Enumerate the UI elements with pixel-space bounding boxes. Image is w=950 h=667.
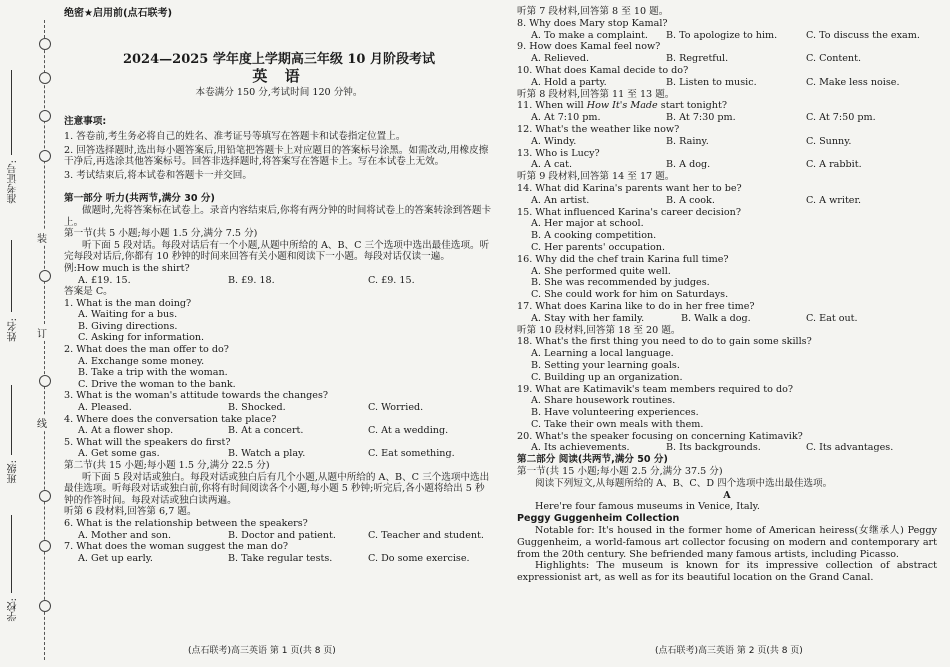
- question-11: [517, 100, 937, 124]
- notable-label: Notable for:: [535, 525, 595, 537]
- question-text: 6. What is the relationship between the speakers?: [64, 517, 308, 529]
- option: A. She performed quite well.: [531, 265, 671, 277]
- part2-section1-heading: 第一节(共 15 小题;每小题 2.5 分,满分 37.5 分): [517, 466, 723, 478]
- highlights-label: Highlights:: [535, 560, 590, 572]
- page-footer-right: (点石联考)高三英语 第 2 页(共 8 页): [655, 646, 803, 656]
- question-text: 20. What's the speaker focusing on concerning Katimavik?: [517, 430, 803, 442]
- question-9: [517, 41, 937, 65]
- option: A. Stay with her family.: [531, 312, 645, 324]
- binding-hole: [39, 490, 51, 502]
- binding-word: 订: [37, 325, 47, 340]
- option: A. Share housework routines.: [531, 395, 676, 407]
- option: A. At a flower shop.: [78, 425, 174, 437]
- passage-intro: Here're four famous museums in Venice, Italy.: [535, 501, 760, 513]
- option: C. Its advantages.: [806, 442, 894, 454]
- option: B. Setting your learning goals.: [531, 359, 680, 371]
- question-19: [517, 384, 937, 431]
- question-text-pre: 11. When will: [517, 100, 587, 112]
- class-line: [11, 385, 12, 455]
- page-footer-left: (点石联考)高三英语 第 1 页(共 8 页): [188, 646, 336, 656]
- binding-word: 装: [37, 230, 47, 245]
- notice-list: [64, 131, 494, 181]
- option: B. At 7:30 pm.: [666, 112, 736, 124]
- binding-word: 线: [37, 415, 47, 430]
- museum-title: Peggy Guggenheim Collection: [517, 513, 680, 525]
- question: [64, 344, 494, 390]
- notable-text: It's housed in the former home of American heiress(女继承人) Peggy Guggenheim, a world-famous art collector focusing on modern and contemporary art from the 20th century. She befriended many famous artists, including Picasso.: [517, 525, 938, 560]
- option: B. She was recommended by judges.: [531, 277, 710, 289]
- notice-item: 3. 考试结束后,将本试卷和答题卡一并交回。: [64, 169, 252, 181]
- options-row: [531, 313, 937, 325]
- option: C. Teacher and student.: [368, 529, 484, 541]
- passage-label: A: [723, 489, 731, 501]
- part2-heading: 第二部分 阅读(共两节,满分 50 分): [517, 454, 668, 466]
- option: B. A cooking competition.: [531, 230, 657, 242]
- question-text: 7. What does the woman suggest the man do?: [64, 541, 288, 553]
- options-row: [531, 159, 937, 171]
- name-label: 姓名:: [8, 318, 19, 342]
- binding-margin: [0, 0, 58, 667]
- notable-paragraph: [517, 525, 937, 560]
- material-9-note: 听第 9 段材料,回答第 14 至 17 题。: [517, 171, 675, 183]
- question-text: 1. What is the man doing?: [64, 297, 192, 309]
- question: [64, 390, 494, 413]
- question: [64, 518, 494, 541]
- option: C. Do some exercise.: [368, 552, 470, 564]
- name-line: [11, 240, 12, 312]
- option: C. Building up an organization.: [531, 371, 683, 383]
- options-row: [78, 402, 494, 414]
- option: C. Take their own meals with them.: [531, 418, 704, 430]
- question-17: [517, 301, 937, 325]
- question-20: [517, 431, 937, 455]
- question-text: 2. What does the man offer to do?: [64, 344, 229, 356]
- option: C. She could work for him on Saturdays.: [531, 289, 729, 301]
- left-column: [64, 8, 494, 564]
- option: C. At 7:50 pm.: [806, 112, 876, 124]
- option: A. Get some gas.: [78, 448, 160, 460]
- option: A. An artist.: [531, 194, 590, 206]
- option: B. Doctor and patient.: [228, 529, 336, 541]
- school-line: [11, 515, 12, 593]
- option: A. A cat.: [531, 159, 573, 171]
- question-text: [517, 100, 937, 112]
- option: B. To apologize to him.: [666, 29, 778, 41]
- question-text: 16. Why did the chef train Karina full time?: [517, 253, 729, 265]
- option: A. Exchange some money.: [78, 355, 205, 367]
- option: B. Walk a dog.: [681, 312, 751, 324]
- option: B. A cook.: [666, 194, 715, 206]
- option: B. Take regular tests.: [228, 552, 333, 564]
- option: B. £9. 18.: [228, 274, 275, 286]
- binding-hole: [39, 72, 51, 84]
- question-13: [517, 148, 937, 172]
- option: C. Make less noise.: [806, 76, 900, 88]
- question-text: 17. What does Karina like to do in her free time?: [517, 300, 755, 312]
- option: A. Its achievements.: [531, 442, 630, 454]
- material-7-note: 听第 7 段材料,回答第 8 至 10 题。: [517, 6, 669, 17]
- question-text: 12. What's the weather like now?: [517, 123, 680, 135]
- option: A. Learning a local language.: [531, 348, 674, 360]
- option: C. A rabbit.: [806, 159, 862, 171]
- question-12: [517, 124, 937, 148]
- question-16: [517, 254, 937, 301]
- option: C. At a wedding.: [368, 425, 449, 437]
- question-18: [517, 336, 937, 383]
- material-8-note: 听第 8 段材料,回答第 11 至 13 题。: [517, 88, 675, 100]
- notice-item: 1. 答卷前,考生务必将自己的姓名、准考证号等填写在答题卡和试卷指定位置上。: [64, 130, 406, 142]
- question-text: 5. What will the speakers do first?: [64, 436, 231, 448]
- part1-intro: 做题时,先将答案标在试卷上。录音内容结束后,你将有两分钟的时间将试卷上的答案转涂到答题卡上。: [64, 204, 492, 228]
- option: C. £9. 15.: [368, 274, 415, 286]
- option: A. Relieved.: [531, 53, 590, 65]
- section2-heading: 第二节(共 15 小题;每小题 1.5 分,满分 22.5 分): [64, 460, 270, 471]
- option: A. At 7:10 pm.: [531, 112, 601, 124]
- question: [64, 298, 494, 344]
- score-line: 本卷满分 150 分,考试时间 120 分钟。: [195, 86, 363, 98]
- part1-heading: 第一部分 听力(共两节,满分 30 分): [64, 193, 215, 205]
- section2-intro: 听下面 5 段对话或独白。每段对话或独白后有几个小题,从题中所给的 A、B、C 三个选项中选出最佳选项。听每段对话或独白前,你将有时间阅读各个小题,每小题 5 秒钟;听完后,各小题将给出 5 秒钟的作答时间。每段对话或独白读两遍。: [64, 471, 490, 506]
- option: A. Mother and son.: [78, 529, 171, 541]
- question: [64, 437, 494, 460]
- options-row: [78, 448, 494, 460]
- option: A. To make a complaint.: [531, 29, 648, 41]
- option: C. Eat out.: [806, 312, 858, 324]
- options-row: [78, 425, 494, 437]
- option: A. Pleased.: [78, 402, 132, 414]
- question: [64, 414, 494, 437]
- right-column: [517, 6, 937, 584]
- binding-hole: [39, 38, 51, 50]
- question-list: [64, 298, 494, 460]
- option: B. Watch a play.: [228, 448, 306, 460]
- class-label: 班级:: [8, 460, 19, 484]
- question-text: 10. What does Kamal decide to do?: [517, 64, 689, 76]
- options-row: [531, 77, 937, 89]
- question-text: 15. What influenced Karina's career decision?: [517, 206, 741, 218]
- show-title: How It's Made: [586, 100, 658, 112]
- question-list: [64, 518, 494, 564]
- options-row: [531, 30, 937, 42]
- option: B. Take a trip with the woman.: [78, 367, 228, 379]
- notice-heading: 注意事项:: [64, 116, 107, 128]
- options-row: [531, 136, 937, 148]
- question-text: 19. What are Katimavik's team members required to do?: [517, 383, 794, 395]
- options-row: [78, 553, 494, 565]
- question-text: 9. How does Kamal feel now?: [517, 41, 661, 53]
- option: A. Windy.: [531, 135, 577, 147]
- question: [64, 541, 494, 564]
- exam-subject: 英 语: [252, 67, 306, 86]
- option: B. A dog.: [666, 159, 711, 171]
- option: B. Have volunteering experiences.: [531, 407, 699, 419]
- option: A. Her major at school.: [531, 218, 644, 230]
- option: C. Sunny.: [806, 135, 852, 147]
- option: A. Get up early.: [78, 552, 153, 564]
- binding-hole: [39, 540, 51, 552]
- question-text: 13. Who is Lucy?: [517, 147, 600, 159]
- option: C. Asking for information.: [78, 332, 205, 344]
- material-6-note: 听第 6 段材料,回答第 6,7 题。: [64, 506, 197, 518]
- option: C. Drive the woman to the bank.: [78, 378, 236, 390]
- section1-heading: 第一节(共 5 小题;每小题 1.5 分,满分 7.5 分): [64, 228, 258, 240]
- question-text: 14. What did Karina's parents want her to be?: [517, 182, 742, 194]
- question-8: [517, 18, 937, 42]
- question-15: [517, 207, 937, 254]
- secret-mark: 绝密★启用前(点石联考): [64, 8, 173, 19]
- option: B. At a concert.: [228, 425, 304, 437]
- section1-intro: 听下面 5 段对话。每段对话后有一个小题,从题中所给的 A、B、C 三个选项中选出最佳选项。听完每段对话后,你都有 10 秒钟的时间来回答有关小题和阅读下一小题。每段对话仅读一遍。: [64, 239, 490, 263]
- admission-number-label: 准考证号:: [8, 160, 19, 204]
- notice-item: 2. 回答选择题时,选出每小题答案后,用铅笔把答题卡上对应题目的答案标号涂黑。如需改动,用橡皮擦干净后,再选涂其他答案标号。回答非选择题时,将答案写在答题卡上。写在本试卷上无效。: [64, 144, 489, 168]
- school-label: 学校:: [8, 598, 19, 622]
- binding-hole: [39, 110, 51, 122]
- question-text: 4. Where does the conversation take place?: [64, 413, 277, 425]
- option: B. Regretful.: [666, 53, 729, 65]
- option: B. Listen to music.: [666, 76, 757, 88]
- option: C. Worried.: [368, 402, 424, 414]
- options-row: [531, 53, 937, 65]
- highlights-text: The museum is known for its impressive collection of abstract expressionist art, as well as for its beautiful location on the Grand Canal.: [517, 560, 937, 584]
- highlights-paragraph: [517, 560, 937, 584]
- example-options: [78, 275, 494, 287]
- question-text: 3. What is the woman's attitude towards the changes?: [64, 390, 329, 402]
- option: B. Rainy.: [666, 135, 709, 147]
- option: B. Shocked.: [228, 402, 286, 414]
- option: C. To discuss the exam.: [806, 29, 920, 41]
- question-text: 8. Why does Mary stop Kamal?: [517, 17, 668, 29]
- question-text-post: start tonight?: [657, 100, 727, 112]
- binding-hole: [39, 375, 51, 387]
- options-row: [78, 530, 494, 542]
- exam-title: 2024—2025 学年度上学期高三年级 10 月阶段考试: [122, 51, 436, 67]
- option: A. Waiting for a bus.: [78, 309, 178, 321]
- options-row: [531, 195, 937, 207]
- option: B. Giving directions.: [78, 320, 178, 332]
- binding-hole: [39, 600, 51, 612]
- part2-intro: 阅读下列短文,从每题所给的 A、B、C、D 四个选项中选出最佳选项。: [535, 477, 833, 489]
- binding-hole: [39, 150, 51, 162]
- question-10: [517, 65, 937, 89]
- admission-number-line: [11, 70, 12, 155]
- option: C. Her parents' occupation.: [531, 241, 666, 253]
- option: B. Its backgrounds.: [666, 442, 761, 454]
- example-question: 例:How much is the shirt?: [64, 262, 190, 274]
- options-row: [531, 442, 937, 454]
- option: A. Hold a party.: [531, 76, 607, 88]
- option: A. £19. 15.: [78, 274, 131, 286]
- binding-hole: [39, 270, 51, 282]
- option: C. Content.: [806, 53, 862, 65]
- option: C. A writer.: [806, 194, 862, 206]
- question-text: 18. What's the first thing you need to do to gain some skills?: [517, 336, 812, 348]
- question-14: [517, 183, 937, 207]
- material-10-note: 听第 10 段材料,回答第 18 至 20 题。: [517, 324, 681, 336]
- option: C. Eat something.: [368, 448, 455, 460]
- options-row: [531, 112, 937, 124]
- example-answer: 答案是 C。: [64, 286, 113, 298]
